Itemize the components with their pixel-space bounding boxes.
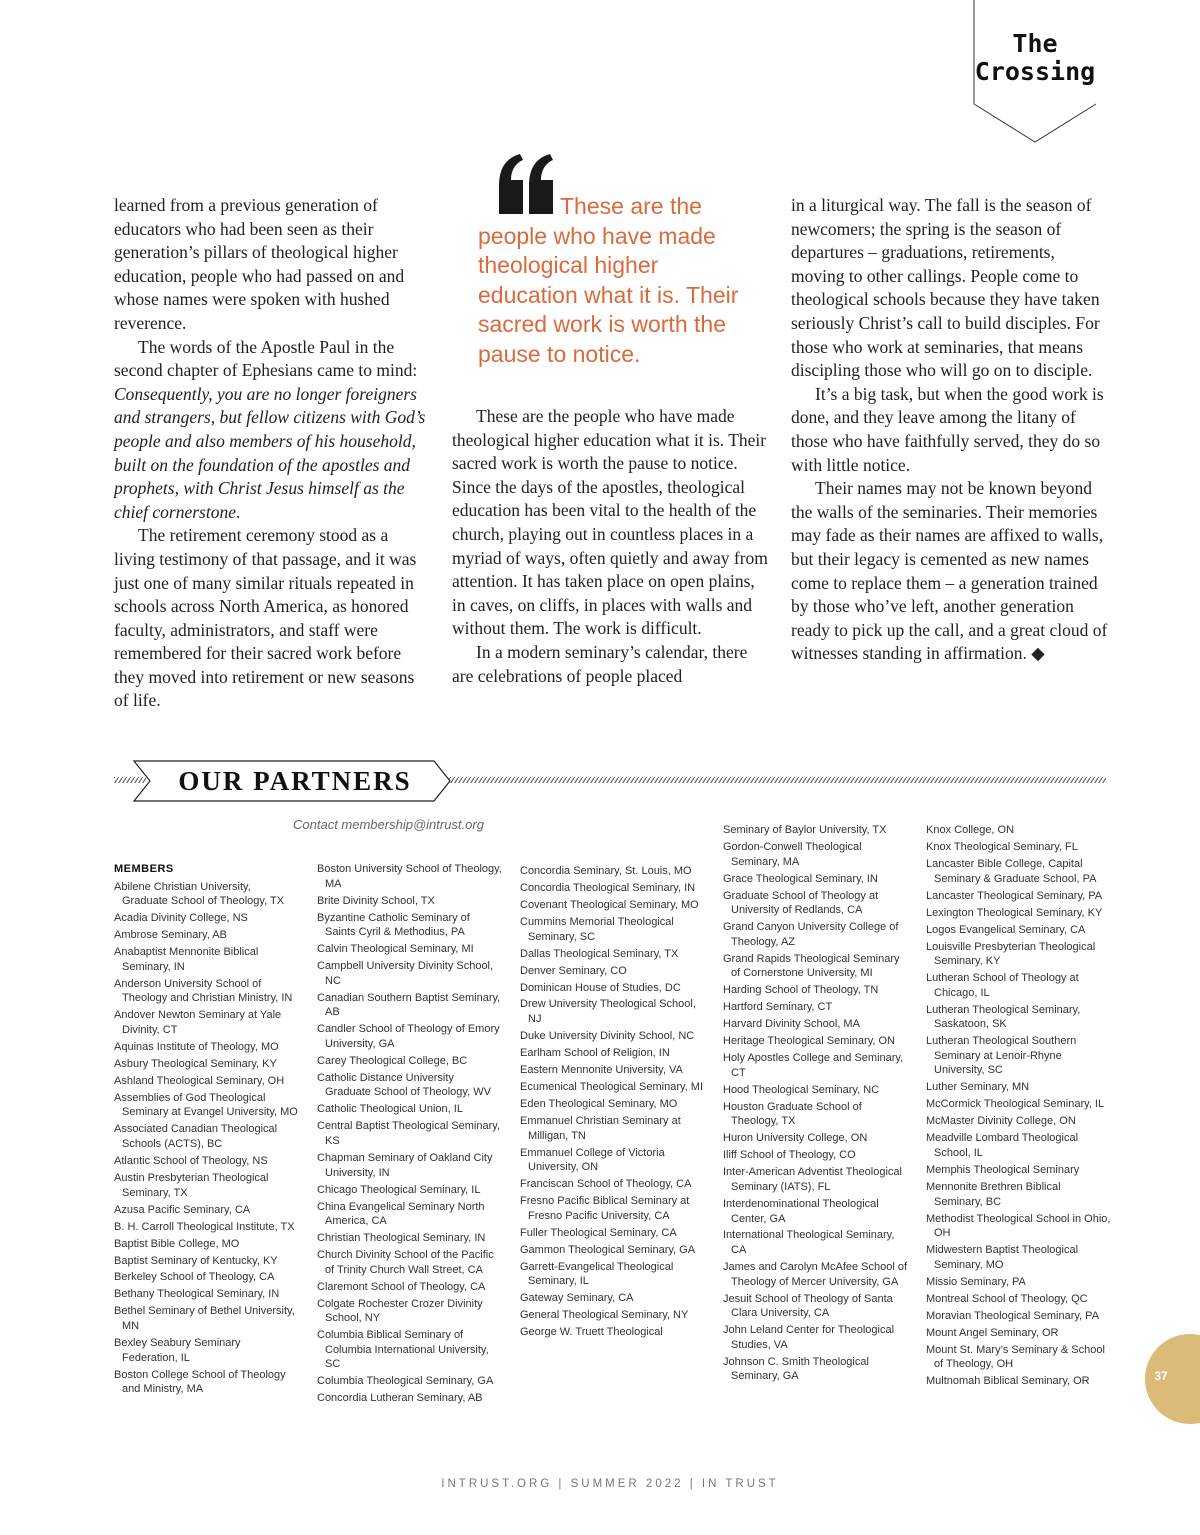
paragraph-text: . bbox=[235, 501, 241, 522]
pull-quote-text: These are the people who have made theological higher education what it is. Their sacred work is worth the pause to notice. bbox=[478, 193, 739, 367]
partner-entry: Grace Theological Seminary, IN bbox=[723, 872, 878, 885]
partner-entry: Jesuit School of Theology of Santa Clara University, CA bbox=[723, 1292, 893, 1320]
contact-link[interactable]: Contact membership@intrust.org bbox=[293, 817, 484, 832]
partners-banner bbox=[114, 760, 1106, 802]
partner-entry: Aquinas Institute of Theology, MO bbox=[114, 1040, 279, 1053]
partner-entry: Duke University Divinity School, NC bbox=[520, 1030, 695, 1043]
partner-entry: Knox College, ON bbox=[926, 824, 1015, 836]
partner-entry: Ashland Theological Seminary, OH bbox=[114, 1074, 285, 1087]
partner-entry: Inter-American Adventist Theological Seminary (IATS), FL bbox=[723, 1166, 902, 1193]
partner-entry: Byzantine Catholic Seminary of Saints Cyril & Methodius, PA bbox=[317, 911, 470, 939]
partner-entry: Church Divinity School of the Pacific of Trinity Church Wall Street, CA bbox=[317, 1249, 494, 1276]
partners-column-3 bbox=[520, 864, 705, 1342]
partner-entry: Candler School of Theology of Emory University, GA bbox=[317, 1023, 500, 1050]
partner-entry: Lancaster Theological Seminary, PA bbox=[926, 889, 1103, 902]
partner-entry: Lexington Theological Seminary, KY bbox=[926, 906, 1103, 919]
partner-entry: Mount St. Mary’s Seminary & School of Theology, OH bbox=[926, 1343, 1105, 1371]
paragraph: These are the people who have made theological higher education what it is. Their sacred work is worth the pause to notice. Since the days of the apostles, theological education has been vital to the health of the church, playing out in countless places in a myriad of ways, often quietly and away from attention. It has taken place on open plains, in caves, on cliffs, in places with walls and without them. The work is difficult. bbox=[452, 406, 768, 639]
partner-entry: Christian Theological Seminary, IN bbox=[317, 1232, 486, 1245]
partner-entry: Covenant Theological Seminary, MO bbox=[520, 898, 699, 911]
partner-entry: John Leland Center for Theological Studies, VA bbox=[723, 1324, 895, 1351]
partner-entry: McCormick Theological Seminary, IL bbox=[926, 1098, 1105, 1111]
paragraph: learned from a previous generation of educators who had been seen as their generation’s pillars of theological higher education, people who had passed on and whose names were spoken with hushed reverence. bbox=[114, 195, 405, 333]
partner-entry: Austin Presbyterian Theological Seminary, TX bbox=[114, 1171, 269, 1199]
partner-entry: Earlham School of Religion, IN bbox=[520, 1047, 670, 1060]
page-footer: INTRUST.ORG | SUMMER 2022 | IN TRUST bbox=[441, 1478, 779, 1490]
page-number: 37 bbox=[1154, 1369, 1168, 1383]
members-heading: MEMBERS bbox=[114, 863, 174, 875]
partner-entry: Assemblies of God Theological Seminary at Evangel University, MO bbox=[114, 1091, 298, 1119]
section-title-line2: Crossing bbox=[974, 57, 1096, 86]
partner-entry: Heritage Theological Seminary, ON bbox=[723, 1035, 896, 1048]
paragraph bbox=[114, 336, 432, 525]
partner-entry: Concordia Theological Seminary, IN bbox=[520, 881, 696, 894]
partner-entry: Anabaptist Mennonite Biblical Seminary, IN bbox=[114, 946, 259, 973]
partner-entry: Methodist Theological School in Ohio, OH bbox=[926, 1212, 1111, 1240]
scripture-quote: Consequently, you are no longer foreigners and strangers, but fellow citizens with God’s people and also members of his household, built on the foundation of the apostles and prophets, with Christ Jesus himself as the chief cornerstone bbox=[114, 383, 426, 522]
paragraph: The retirement ceremony stood as a living testimony of that passage, and it was just one of many similar rituals repeated in schools across North America, as honored faculty, administrators, and staff were remembered for their sacred work before they moved into retirement or new seasons of life. bbox=[114, 525, 417, 711]
partner-entry: Louisville Presbyterian Theological Seminary, KY bbox=[926, 940, 1096, 968]
partner-entry: Chapman Seminary of Oakland City University, IN bbox=[317, 1151, 493, 1179]
partner-entry: George W. Truett Theological bbox=[520, 1326, 663, 1339]
partner-entry: Lancaster Bible College, Capital Seminary & Graduate School, PA bbox=[926, 857, 1097, 885]
partner-entry: Campbell University Divinity School, NC bbox=[317, 960, 494, 987]
partner-entry: Dominican House of Studies, DC bbox=[520, 981, 681, 994]
partners-column-4 bbox=[723, 823, 908, 1386]
section-title-line1: The bbox=[1012, 29, 1058, 58]
partner-entry: Acadia Divinity College, NS bbox=[114, 912, 248, 925]
partner-entry: Meadville Lombard Theological School, IL bbox=[926, 1132, 1079, 1159]
article-column-1 bbox=[114, 194, 432, 713]
partner-entry: Catholic Theological Union, IL bbox=[317, 1103, 463, 1116]
partner-entry: Baptist Seminary of Kentucky, KY bbox=[114, 1254, 278, 1267]
partner-entry: Ecumenical Theological Seminary, MI bbox=[520, 1081, 704, 1094]
partner-entry: Missio Seminary, PA bbox=[926, 1275, 1026, 1288]
partner-entry: Boston University School of Theology, MA bbox=[317, 863, 502, 890]
partners-title: OUR PARTNERS bbox=[178, 766, 412, 796]
partner-entry: General Theological Seminary, NY bbox=[520, 1309, 689, 1322]
partner-entry: Luther Seminary, MN bbox=[926, 1081, 1030, 1094]
partner-entry: Fuller Theological Seminary, CA bbox=[520, 1226, 677, 1239]
partner-entry: International Theological Seminary, CA bbox=[723, 1229, 895, 1257]
partner-entry: Associated Canadian Theological Schools (ACTS), BC bbox=[114, 1123, 278, 1150]
partner-entry: Brite Divinity School, TX bbox=[317, 894, 435, 907]
partner-entry: Knox Theological Seminary, FL bbox=[926, 840, 1078, 853]
partner-entry: Bethel Seminary of Bethel University, MN bbox=[114, 1305, 295, 1333]
partner-entry: Calvin Theological Seminary, MI bbox=[317, 943, 474, 956]
partner-entry: Catholic Distance University Graduate School of Theology, WV bbox=[317, 1071, 491, 1099]
partner-entry: China Evangelical Seminary North America, CA bbox=[317, 1200, 485, 1228]
partner-entry: Huron University College, ON bbox=[723, 1132, 868, 1145]
partner-entry: Carey Theological College, BC bbox=[317, 1054, 468, 1067]
partner-entry: McMaster Divinity College, ON bbox=[926, 1115, 1076, 1128]
partner-entry: Baptist Bible College, MO bbox=[114, 1237, 240, 1250]
partner-entry: Ambrose Seminary, AB bbox=[114, 929, 227, 942]
partner-entry: Denver Seminary, CO bbox=[520, 964, 627, 977]
partner-entry: Asbury Theological Seminary, KY bbox=[114, 1057, 277, 1070]
partner-entry: Emmanuel College of Victoria University, ON bbox=[520, 1146, 665, 1174]
partner-entry: Mennonite Brethren Biblical Seminary, BC bbox=[926, 1180, 1061, 1208]
partner-entry: Chicago Theological Seminary, IL bbox=[317, 1183, 481, 1196]
partners-column-1 bbox=[114, 862, 299, 1399]
partner-entry: Anderson University School of Theology and Christian Ministry, IN bbox=[114, 977, 293, 1005]
partner-entry: Canadian Southern Baptist Seminary, AB bbox=[317, 991, 501, 1019]
partner-entry: Azusa Pacific Seminary, CA bbox=[114, 1203, 251, 1216]
partner-entry: B. H. Carroll Theological Institute, TX bbox=[114, 1220, 295, 1233]
partner-entry: Cummins Memorial Theological Seminary, SC bbox=[520, 915, 674, 943]
partner-entry: Columbia Theological Seminary, GA bbox=[317, 1375, 494, 1388]
partner-entry: Seminary of Baylor University, TX bbox=[723, 824, 887, 836]
partner-entry: Johnson C. Smith Theological Seminary, GA bbox=[723, 1355, 869, 1383]
partner-entry: Bexley Seabury Seminary Federation, IL bbox=[114, 1337, 241, 1364]
partner-entry: Emmanuel Christian Seminary at Milligan, TN bbox=[520, 1114, 681, 1142]
partner-entry: Dallas Theological Seminary, TX bbox=[520, 947, 679, 960]
section-title bbox=[973, 30, 1097, 86]
partner-entry: Boston College School of Theology and Ministry, MA bbox=[114, 1368, 286, 1396]
partner-entry: Colgate Rochester Crozer Divinity School, NY bbox=[317, 1297, 483, 1325]
partner-entry: Lutheran Theological Southern Seminary at Lenoir-Rhyne University, SC bbox=[926, 1035, 1077, 1077]
article-column-3 bbox=[791, 194, 1109, 666]
partner-entry: Multnomah Biblical Seminary, OR bbox=[926, 1375, 1090, 1388]
partner-entry: Interdenominational Theological Center, GA bbox=[723, 1197, 879, 1225]
paragraph: in a liturgical way. The fall is the season of newcomers; the spring is the season of departures – graduations, retirements, moving to other callings. People come to theological schools because they have taken seriously Christ’s call to build disciples. For those who work at seminaries, that means discipling those who will go on to disciple. bbox=[791, 195, 1100, 381]
section-tab bbox=[973, 0, 1097, 145]
article-column-2 bbox=[452, 405, 770, 688]
partner-entry: Gateway Seminary, CA bbox=[520, 1292, 634, 1305]
partner-entry: Grand Canyon University College of Theology, AZ bbox=[723, 921, 899, 948]
partner-entry: Holy Apostles College and Seminary, CT bbox=[723, 1052, 904, 1079]
partner-entry: Abilene Christian University, Graduate School of Theology, TX bbox=[114, 880, 285, 908]
partner-entry: Logos Evangelical Seminary, CA bbox=[926, 923, 1086, 936]
partner-entry: Concordia Lutheran Seminary, AB bbox=[317, 1392, 483, 1405]
partner-entry: Claremont School of Theology, CA bbox=[317, 1280, 486, 1293]
partner-entry: James and Carolyn McAfee School of Theology of Mercer University, GA bbox=[723, 1261, 908, 1288]
partner-entry: Garrett-Evangelical Theological Seminary, IL bbox=[520, 1260, 674, 1288]
partners-column-5 bbox=[926, 823, 1111, 1391]
partner-entry: Graduate School of Theology at University of Redlands, CA bbox=[723, 889, 879, 917]
partners-column-2 bbox=[317, 862, 502, 1408]
partner-entry: Gammon Theological Seminary, GA bbox=[520, 1243, 696, 1256]
partner-entry: Harvard Divinity School, MA bbox=[723, 1018, 860, 1031]
partner-entry: Eastern Mennonite University, VA bbox=[520, 1064, 683, 1077]
partner-entry: Central Baptist Theological Seminary, KS bbox=[317, 1120, 501, 1147]
partner-entry: Franciscan School of Theology, CA bbox=[520, 1178, 692, 1191]
partner-entry: Memphis Theological Seminary bbox=[926, 1163, 1080, 1176]
partner-entry: Bethany Theological Seminary, IN bbox=[114, 1288, 280, 1301]
partner-entry: Lutheran Theological Seminary, Saskatoon, SK bbox=[926, 1003, 1081, 1031]
partner-entry: Midwestern Baptist Theological Seminary, MO bbox=[926, 1244, 1079, 1271]
partner-entry: Gordon-Conwell Theological Seminary, MA bbox=[723, 840, 862, 868]
partner-entry: Columbia Biblical Seminary of Columbia International University, SC bbox=[317, 1329, 489, 1371]
partner-entry: Berkeley School of Theology, CA bbox=[114, 1271, 275, 1284]
paragraph: It’s a big task, but when the good work is done, and they leave among the litany of those who have faithfully served, they do so with little notice. bbox=[791, 383, 1104, 475]
partner-entry: Atlantic School of Theology, NS bbox=[114, 1154, 268, 1167]
partner-entry: Iliff School of Theology, CO bbox=[723, 1149, 856, 1162]
partner-entry: Drew University Theological School, NJ bbox=[520, 998, 696, 1026]
partner-entry: Andover Newton Seminary at Yale Divinity, CT bbox=[114, 1009, 282, 1036]
partner-entry: Concordia Seminary, St. Louis, MO bbox=[520, 865, 692, 877]
partner-entry: Grand Rapids Theological Seminary of Cornerstone University, MI bbox=[723, 952, 900, 980]
partner-entry: Mount Angel Seminary, OR bbox=[926, 1326, 1059, 1339]
partner-entry: Harding School of Theology, TN bbox=[723, 984, 879, 997]
paragraph: In a modern seminary’s calendar, there are celebrations of people placed bbox=[452, 641, 748, 686]
partner-entry: Montreal School of Theology, QC bbox=[926, 1292, 1088, 1305]
paragraph-text: The words of the Apostle Paul in the second chapter of Ephesians came to mind: bbox=[114, 336, 418, 381]
partner-entry: Houston Graduate School of Theology, TX bbox=[723, 1100, 862, 1128]
partner-entry: Eden Theological Seminary, MO bbox=[520, 1098, 678, 1110]
partner-entry: Hood Theological Seminary, NC bbox=[723, 1083, 880, 1096]
partner-entry: Hartford Seminary, CT bbox=[723, 1001, 833, 1014]
paragraph: Their names may not be known beyond the walls of the seminaries. Their memories may fade as their names are affixed to walls, but their legacy is cemented as new names come to replace them – a generation trained by those who’ve left, another generation ready to pick up the call, and a great cloud of witnesses standing in affirmation. ◆ bbox=[791, 478, 1108, 664]
partner-entry: Moravian Theological Seminary, PA bbox=[926, 1309, 1100, 1322]
partner-entry: Fresno Pacific Biblical Seminary at Fresno Pacific University, CA bbox=[520, 1195, 690, 1222]
partner-entry: Lutheran School of Theology at Chicago, IL bbox=[926, 972, 1079, 999]
